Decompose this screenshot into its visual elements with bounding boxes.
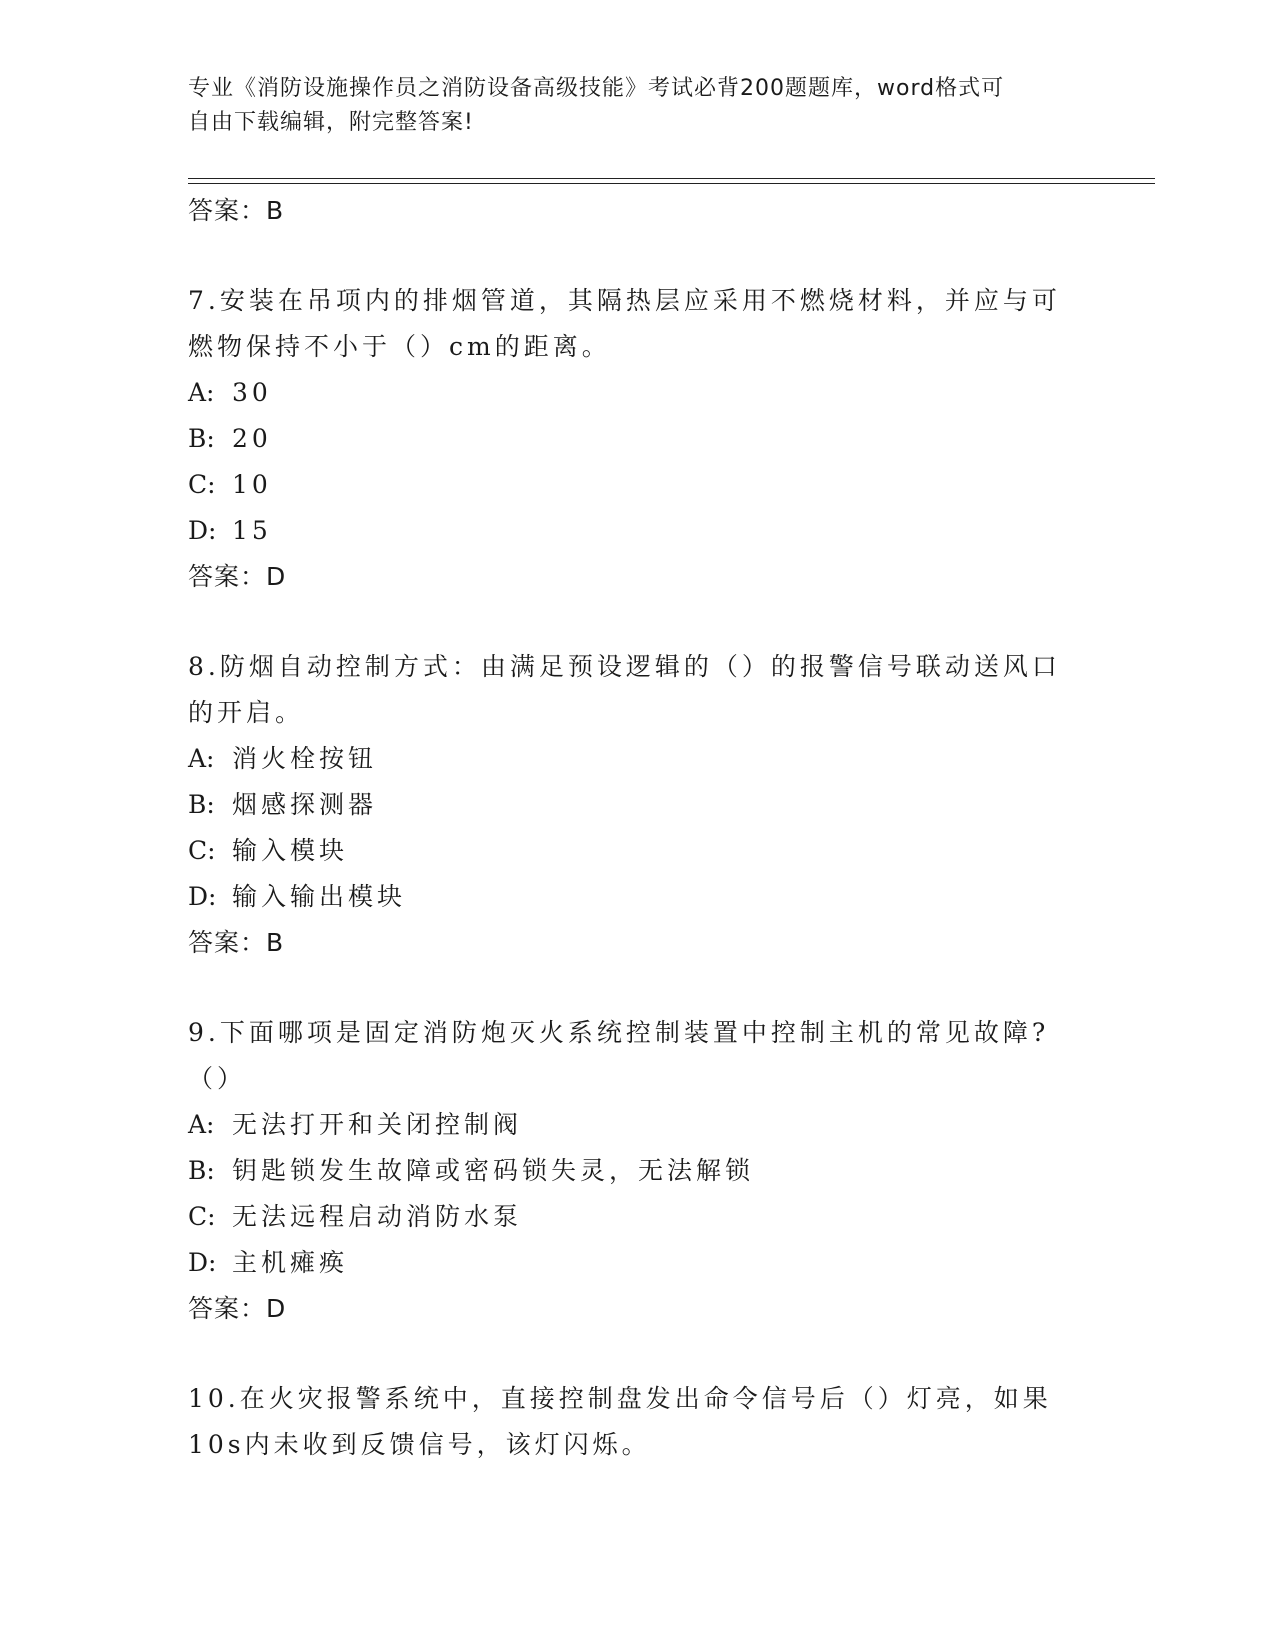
option-text: 钥匙锁发生故障或密码锁失灵，无法解锁 <box>232 1156 755 1185</box>
option-text: 20 <box>232 424 272 453</box>
option-text: 30 <box>232 378 272 407</box>
option-letter: C: <box>188 836 216 865</box>
option-text: 主机瘫痪 <box>232 1248 349 1277</box>
previous-answer: 答案：B <box>188 196 285 225</box>
option-letter: A: <box>188 744 215 773</box>
question-7-option-a <box>188 370 1088 416</box>
option-text: 烟感探测器 <box>232 790 378 819</box>
option-letter: D: <box>188 882 217 911</box>
option-letter: C: <box>188 1202 216 1231</box>
question-8-line-2: 的开启。 <box>188 698 305 727</box>
option-letter: B: <box>188 1156 215 1185</box>
option-letter: A: <box>188 1110 215 1139</box>
option-letter: D: <box>188 1248 217 1277</box>
question-7-line-1: 7.安装在吊项内的排烟管道，其隔热层应采用不燃烧材料，并应与可 <box>188 286 1061 315</box>
question-7-option-d <box>188 508 1088 554</box>
question-8-line-1: 8.防烟自动控制方式：由满足预设逻辑的（）的报警信号联动送风口 <box>188 652 1061 681</box>
question-7-answer: 答案：D <box>188 562 287 591</box>
option-text: 输入输出模块 <box>232 882 407 911</box>
header-line-2: 自由下载编辑，附完整答案! <box>188 110 474 135</box>
option-letter: D: <box>188 516 217 545</box>
question-8-answer: 答案：B <box>188 928 285 957</box>
option-text: 无法打开和关闭控制阀 <box>232 1110 523 1139</box>
question-9 <box>188 1010 1088 1102</box>
option-letter: B: <box>188 424 215 453</box>
question-10-line-2: 10s内未收到反馈信号，该灯闪烁。 <box>188 1430 651 1459</box>
option-text: 输入模块 <box>232 836 349 865</box>
question-8-option-d <box>188 874 1088 920</box>
question-8-option-b <box>188 782 1088 828</box>
question-7 <box>188 278 1088 370</box>
question-9-option-b <box>188 1148 1088 1194</box>
question-9-option-c <box>188 1194 1088 1240</box>
question-8-option-a <box>188 736 1088 782</box>
question-8 <box>188 644 1088 736</box>
header-divider-top <box>188 178 1155 179</box>
question-9-line-2: （） <box>188 1064 247 1093</box>
header-divider-bottom <box>188 183 1155 184</box>
option-text: 无法远程启动消防水泵 <box>232 1202 523 1231</box>
question-10 <box>188 1376 1088 1468</box>
question-9-option-a <box>188 1102 1088 1148</box>
option-text: 10 <box>232 470 272 499</box>
question-9-line-1: 9.下面哪项是固定消防炮灭火系统控制装置中控制主机的常见故障? <box>188 1018 1050 1047</box>
question-list <box>188 188 1088 1468</box>
question-9-option-d <box>188 1240 1088 1286</box>
document-header <box>188 72 1088 140</box>
option-text: 消火栓按钮 <box>232 744 378 773</box>
option-letter: C: <box>188 470 216 499</box>
header-line-1: 专业《消防设施操作员之消防设备高级技能》考试必背200题题库，word格式可 <box>188 76 1005 101</box>
question-7-option-b <box>188 416 1088 462</box>
option-text: 15 <box>232 516 272 545</box>
question-8-option-c <box>188 828 1088 874</box>
option-letter: B: <box>188 790 215 819</box>
question-7-line-2: 燃物保持不小于（）cm的距离。 <box>188 332 611 361</box>
question-7-option-c <box>188 462 1088 508</box>
option-letter: A: <box>188 378 215 407</box>
question-9-answer: 答案：D <box>188 1294 287 1323</box>
question-10-line-1: 10.在火灾报警系统中，直接控制盘发出命令信号后（）灯亮，如果 <box>188 1384 1052 1413</box>
